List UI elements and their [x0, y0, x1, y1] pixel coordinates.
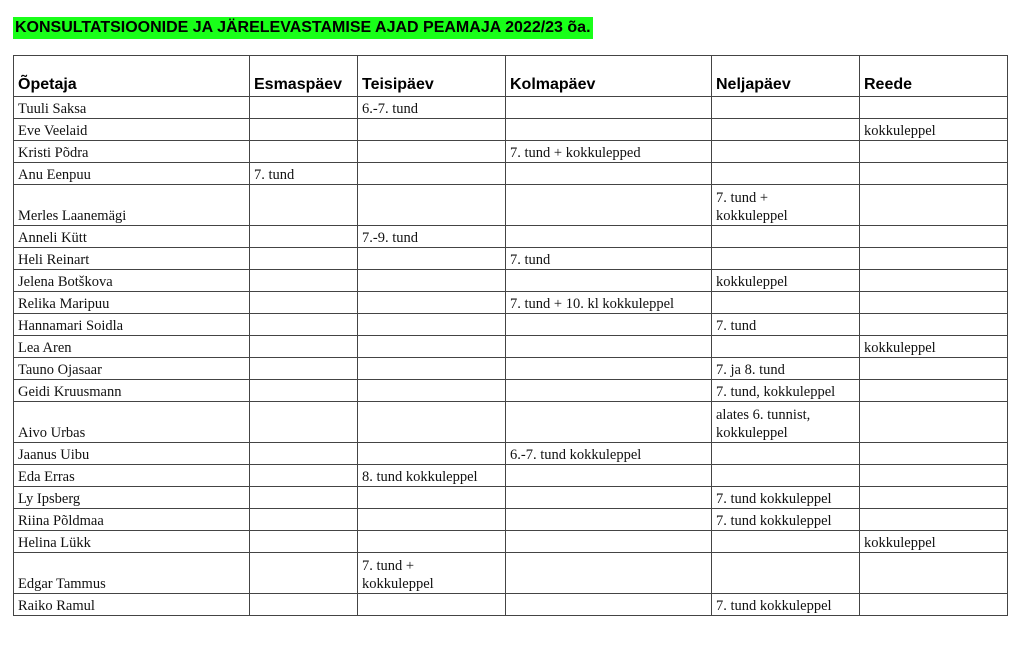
schedule-cell-monday: [250, 443, 358, 465]
table-row: [14, 141, 1008, 163]
column-header-monday: Esmaspäev: [250, 56, 358, 97]
schedule-cell-thursday: [712, 443, 860, 465]
schedule-cell-monday: [250, 402, 358, 443]
table-row: [14, 509, 1008, 531]
document-title: KONSULTATSIOONIDE JA JÄRELEVASTAMISE AJAD PEAMAJA 2022/23 õa.: [13, 17, 593, 39]
table-row: [14, 270, 1008, 292]
schedule-cell-friday: [860, 185, 1008, 226]
schedule-cell-monday: [250, 531, 358, 553]
teacher-name: Relika Maripuu: [18, 296, 110, 312]
schedule-text: 7. tund, kokkuleppel: [716, 384, 836, 400]
schedule-cell-friday: [860, 553, 1008, 594]
schedule-cell-wednesday: [506, 465, 712, 487]
schedule-cell-wednesday: [506, 402, 712, 443]
schedule-cell-thursday: [712, 141, 860, 163]
schedule-cell-wednesday: [506, 292, 712, 314]
teacher-name: Tuuli Saksa: [18, 101, 87, 117]
teacher-name-cell: [14, 487, 250, 509]
table-row: [14, 226, 1008, 248]
teacher-name: Kristi Põdra: [18, 145, 89, 161]
schedule-cell-tuesday: [358, 443, 506, 465]
table-row: [14, 465, 1008, 487]
table-row: [14, 402, 1008, 443]
schedule-text: 7. tund + kokkulepped: [510, 145, 641, 161]
schedule-cell-tuesday: [358, 141, 506, 163]
schedule-cell-monday: [250, 465, 358, 487]
teacher-name-cell: [14, 292, 250, 314]
schedule-cell-thursday: [712, 531, 860, 553]
schedule-cell-monday: [250, 380, 358, 402]
teacher-name: Aivo Urbas: [18, 425, 86, 441]
schedule-cell-tuesday: [358, 314, 506, 336]
schedule-cell-tuesday: [358, 270, 506, 292]
table-row: [14, 553, 1008, 594]
teacher-name: Ly Ipsberg: [18, 491, 81, 507]
teacher-name: Merles Laanemägi: [18, 208, 127, 224]
schedule-cell-tuesday: [358, 465, 506, 487]
schedule-cell-tuesday: [358, 380, 506, 402]
teacher-name-cell: [14, 553, 250, 594]
schedule-cell-tuesday: [358, 553, 506, 594]
schedule-cell-wednesday: [506, 380, 712, 402]
teacher-name-cell: [14, 594, 250, 616]
schedule-cell-thursday: [712, 487, 860, 509]
schedule-cell-friday: [860, 402, 1008, 443]
schedule-cell-thursday: [712, 509, 860, 531]
schedule-cell-thursday: [712, 119, 860, 141]
schedule-cell-tuesday: [358, 402, 506, 443]
teacher-name-cell: [14, 443, 250, 465]
schedule-text: alates 6. tunnist, kokkuleppel: [716, 407, 811, 441]
schedule-cell-friday: [860, 380, 1008, 402]
schedule-cell-tuesday: [358, 97, 506, 119]
table-row: [14, 185, 1008, 226]
schedule-cell-friday: [860, 163, 1008, 185]
teacher-name: Anu Eenpuu: [18, 167, 91, 183]
teacher-name: Eve Veelaid: [18, 123, 88, 139]
schedule-cell-monday: [250, 226, 358, 248]
schedule-cell-monday: [250, 358, 358, 380]
teacher-name: Helina Lükk: [18, 535, 91, 551]
schedule-cell-friday: [860, 531, 1008, 553]
schedule-cell-monday: [250, 553, 358, 594]
schedule-text: 6.-7. tund kokkuleppel: [510, 447, 642, 463]
schedule-cell-friday: [860, 248, 1008, 270]
schedule-cell-friday: [860, 509, 1008, 531]
table-row: [14, 594, 1008, 616]
schedule-cell-wednesday: [506, 119, 712, 141]
schedule-cell-thursday: [712, 163, 860, 185]
schedule-text: 7. ja 8. tund: [716, 362, 785, 378]
table-row: [14, 314, 1008, 336]
schedule-cell-wednesday: [506, 553, 712, 594]
teacher-name-cell: [14, 248, 250, 270]
schedule-cell-thursday: [712, 292, 860, 314]
schedule-cell-monday: [250, 141, 358, 163]
schedule-cell-wednesday: [506, 270, 712, 292]
schedule-cell-tuesday: [358, 358, 506, 380]
schedule-cell-monday: [250, 292, 358, 314]
schedule-cell-wednesday: [506, 443, 712, 465]
schedule-cell-thursday: [712, 248, 860, 270]
teacher-name: Riina Põldmaa: [18, 513, 104, 529]
schedule-cell-thursday: [712, 97, 860, 119]
header-row: [14, 56, 1008, 97]
table-row: [14, 487, 1008, 509]
table-row: [14, 380, 1008, 402]
teacher-name: Heli Reinart: [18, 252, 90, 268]
teacher-name-cell: [14, 314, 250, 336]
teacher-name-cell: [14, 226, 250, 248]
teacher-name-cell: [14, 509, 250, 531]
schedule-cell-wednesday: [506, 336, 712, 358]
schedule-cell-thursday: [712, 226, 860, 248]
table-row: [14, 443, 1008, 465]
schedule-cell-monday: [250, 487, 358, 509]
teacher-name: Anneli Kütt: [18, 230, 87, 246]
schedule-text: 7.-9. tund: [362, 230, 418, 246]
teacher-name-cell: [14, 531, 250, 553]
schedule-cell-tuesday: [358, 594, 506, 616]
schedule-cell-thursday: [712, 594, 860, 616]
table-row: [14, 119, 1008, 141]
schedule-text: 7. tund: [716, 318, 757, 334]
schedule-cell-friday: [860, 336, 1008, 358]
schedule-cell-friday: [860, 443, 1008, 465]
schedule-cell-thursday: [712, 270, 860, 292]
schedule-cell-monday: [250, 509, 358, 531]
teacher-name: Jelena Botškova: [18, 274, 113, 290]
schedule-cell-friday: [860, 292, 1008, 314]
schedule-cell-monday: [250, 248, 358, 270]
schedule-text: kokkuleppel: [864, 340, 936, 356]
schedule-text: 6.-7. tund: [362, 101, 418, 117]
table-body: [14, 97, 1008, 616]
schedule-cell-thursday: [712, 465, 860, 487]
schedule-text: 7. tund: [254, 167, 295, 183]
schedule-cell-friday: [860, 465, 1008, 487]
column-header-teacher: Õpetaja: [14, 56, 250, 97]
schedule-text: kokkuleppel: [864, 535, 936, 551]
table-row: [14, 531, 1008, 553]
schedule-text: 7. tund kokkuleppel: [716, 598, 832, 614]
schedule-text: kokkuleppel: [716, 274, 788, 290]
schedule-cell-friday: [860, 594, 1008, 616]
schedule-cell-wednesday: [506, 531, 712, 553]
schedule-cell-tuesday: [358, 487, 506, 509]
schedule-cell-wednesday: [506, 97, 712, 119]
schedule-cell-friday: [860, 119, 1008, 141]
teacher-name: Geidi Kruusmann: [18, 384, 122, 400]
schedule-cell-tuesday: [358, 248, 506, 270]
table-row: [14, 97, 1008, 119]
schedule-cell-wednesday: [506, 487, 712, 509]
schedule-text: 7. tund + 10. kl kokkuleppel: [510, 296, 675, 312]
schedule-text: 7. tund kokkuleppel: [716, 491, 832, 507]
schedule-cell-tuesday: [358, 163, 506, 185]
schedule-cell-friday: [860, 141, 1008, 163]
schedule-text: kokkuleppel: [864, 123, 936, 139]
teacher-name: Jaanus Uibu: [18, 447, 90, 463]
schedule-cell-wednesday: [506, 314, 712, 336]
schedule-cell-wednesday: [506, 594, 712, 616]
schedule-cell-wednesday: [506, 163, 712, 185]
schedule-cell-monday: [250, 270, 358, 292]
schedule-text: 7. tund + kokkuleppel: [716, 190, 788, 224]
schedule-cell-thursday: [712, 358, 860, 380]
teacher-name-cell: [14, 141, 250, 163]
schedule-cell-friday: [860, 270, 1008, 292]
teacher-name: Lea Aren: [18, 340, 72, 356]
schedule-cell-wednesday: [506, 141, 712, 163]
teacher-name-cell: [14, 402, 250, 443]
schedule-text: 8. tund kokkuleppel: [362, 469, 478, 485]
teacher-name-cell: [14, 119, 250, 141]
schedule-cell-monday: [250, 336, 358, 358]
schedule-cell-tuesday: [358, 509, 506, 531]
teacher-name-cell: [14, 97, 250, 119]
teacher-name: Tauno Ojasaar: [18, 362, 102, 378]
table-row: [14, 248, 1008, 270]
schedule-text: 7. tund + kokkuleppel: [362, 558, 434, 592]
teacher-name: Raiko Ramul: [18, 598, 95, 614]
schedule-cell-thursday: [712, 314, 860, 336]
schedule-cell-monday: [250, 594, 358, 616]
schedule-cell-tuesday: [358, 119, 506, 141]
schedule-cell-monday: [250, 185, 358, 226]
schedule-cell-friday: [860, 487, 1008, 509]
schedule-cell-friday: [860, 314, 1008, 336]
schedule-table: [13, 55, 1008, 616]
schedule-cell-monday: [250, 97, 358, 119]
column-header-thursday: Neljapäev: [712, 56, 860, 97]
table-row: [14, 163, 1008, 185]
table-row: [14, 292, 1008, 314]
schedule-cell-monday: [250, 163, 358, 185]
teacher-name-cell: [14, 336, 250, 358]
schedule-cell-tuesday: [358, 185, 506, 226]
table-row: [14, 358, 1008, 380]
schedule-cell-thursday: [712, 553, 860, 594]
schedule-cell-friday: [860, 358, 1008, 380]
column-header-wednesday: Kolmapäev: [506, 56, 712, 97]
schedule-cell-wednesday: [506, 358, 712, 380]
teacher-name-cell: [14, 185, 250, 226]
table-row: [14, 336, 1008, 358]
teacher-name-cell: [14, 358, 250, 380]
schedule-cell-thursday: [712, 380, 860, 402]
teacher-name-cell: [14, 270, 250, 292]
schedule-cell-wednesday: [506, 185, 712, 226]
schedule-cell-friday: [860, 226, 1008, 248]
schedule-cell-tuesday: [358, 531, 506, 553]
teacher-name: Eda Erras: [18, 469, 75, 485]
schedule-cell-wednesday: [506, 226, 712, 248]
teacher-name-cell: [14, 380, 250, 402]
schedule-text: 7. tund: [510, 252, 551, 268]
teacher-name-cell: [14, 163, 250, 185]
schedule-cell-thursday: [712, 336, 860, 358]
schedule-cell-thursday: [712, 402, 860, 443]
column-header-friday: Reede: [860, 56, 1008, 97]
teacher-name: Hannamari Soidla: [18, 318, 124, 334]
column-header-tuesday: Teisipäev: [358, 56, 506, 97]
teacher-name: Edgar Tammus: [18, 576, 106, 592]
schedule-cell-tuesday: [358, 292, 506, 314]
schedule-cell-friday: [860, 97, 1008, 119]
schedule-cell-wednesday: [506, 248, 712, 270]
schedule-cell-wednesday: [506, 509, 712, 531]
schedule-cell-tuesday: [358, 226, 506, 248]
schedule-cell-monday: [250, 314, 358, 336]
schedule-text: 7. tund kokkuleppel: [716, 513, 832, 529]
schedule-cell-tuesday: [358, 336, 506, 358]
teacher-name-cell: [14, 465, 250, 487]
schedule-cell-monday: [250, 119, 358, 141]
schedule-cell-thursday: [712, 185, 860, 226]
